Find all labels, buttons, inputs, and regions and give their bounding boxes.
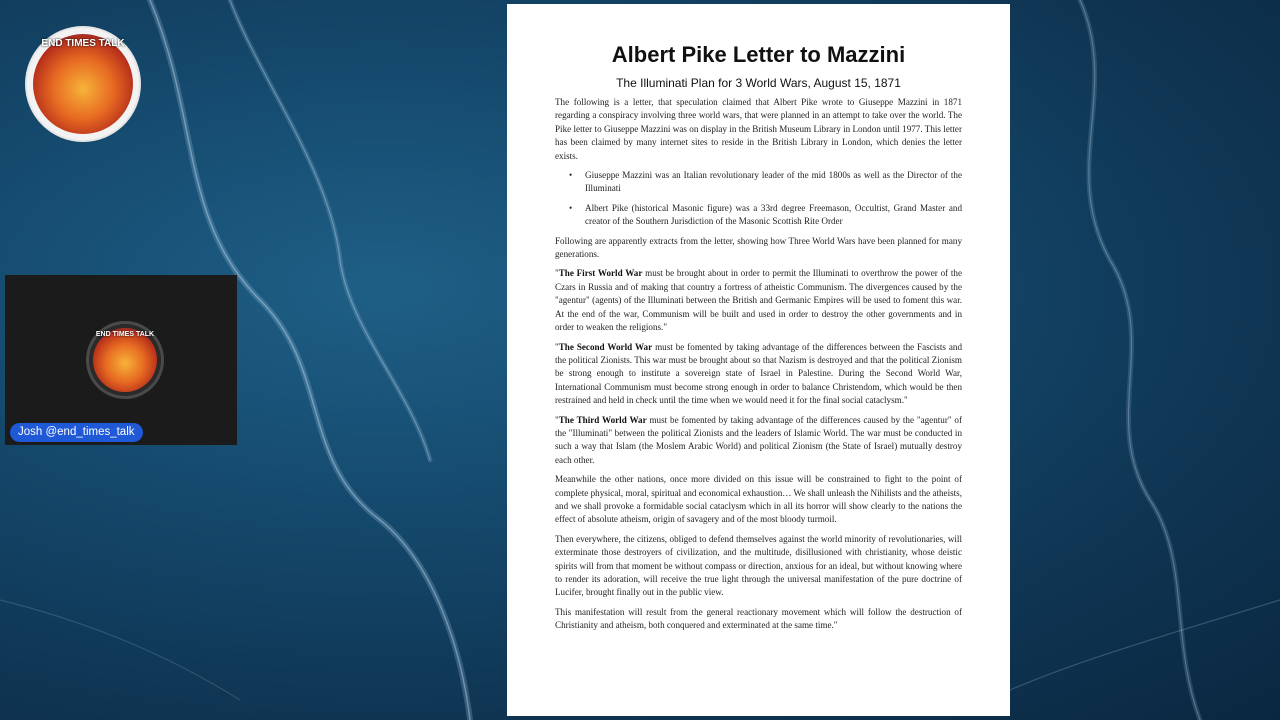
document-subtitle: The Illuminati Plan for 3 World Wars, August 15, 1871 bbox=[616, 76, 901, 90]
war-heading: The Third World War bbox=[558, 414, 647, 425]
bullet-item: • Albert Pike (historical Masonic figure) was a 33rd degree Freemason, Occultist, Grand Master and creator of the Southern Jurisdiction of the Masonic Scottish Rite Order bbox=[585, 202, 962, 229]
avatar-logo-text: END TIMES TALK bbox=[95, 331, 155, 338]
war-text: must be fomented by taking advantage of the differences between the Fascists and the political Zionists. This war must be brought about so that Nazism is destroyed and that the political Zionism be strong enough to institute a sovereign state of Israel in Palestine. During the Second World War, International Communism must become strong enough in order to balance Christendom, which would be then restrained and held in check until the time when we would need it for the final social cataclysm." bbox=[555, 341, 962, 406]
war-paragraph-first bbox=[555, 267, 962, 334]
document-title: Albert Pike Letter to Mazzini bbox=[611, 42, 906, 67]
lead-paragraph: Following are apparently extracts from the letter, showing how Three World Wars have been planned for many generations. bbox=[555, 235, 962, 260]
war-heading: The Second World War bbox=[558, 341, 653, 352]
open-quote: " bbox=[555, 268, 559, 279]
document-page bbox=[507, 4, 1010, 716]
bullet-item: • Giuseppe Mazzini was an Italian revolutionary leader of the mid 1800s as well as the Director of the Illuminati bbox=[585, 169, 962, 196]
participant-name-badge: Josh @end_times_talk bbox=[10, 423, 143, 442]
bullet-list bbox=[555, 169, 962, 229]
closing-paragraph: Then everywhere, the citizens, obliged to defend themselves against the world minority of revolutionaries, will exterminate those destroyers of civilization, and the multitude, disillusioned with christianity, whose deistic spirits will from that moment be without compass or direction, anxious for an ideal, but without knowing where to render its adoration, will receive the true light through the universal manifestation of the pure doctrine of Lucifer, brought finally out in the public view. bbox=[555, 533, 962, 598]
participant-avatar bbox=[89, 324, 161, 396]
channel-logo-text: END TIMES TALK bbox=[41, 38, 125, 49]
war-paragraph-second bbox=[555, 341, 962, 408]
intro-paragraph: The following is a letter, that speculation claimed that Albert Pike wrote to Giuseppe Mazzini in 1871 regarding a conspiracy involving three world wars, that were planned in an attempt to take over the world. The Pike letter to Giuseppe Mazzini was on display in the British Museum Library in London until 1977. This letter has been claimed by many internet sites to reside in the British Library in London, which denies the letter exists. bbox=[555, 97, 962, 161]
closing-paragraph: This manifestation will result from the general reactionary movement which will follow the destruction of Christianity and atheism, both conquered and exterminated at the same time." bbox=[555, 606, 962, 631]
channel-logo bbox=[27, 28, 139, 140]
war-text: must be brought about in order to permit the Illuminati to overthrow the power of the Czars in Russia and of making that country a fortress of atheistic Communism. The divergences caused by the "agentur" (agents) of the Illuminati between the British and Germanic Empires will be used to foment this war. At the end of the war, Communism will be built and used in order to destroy the other governments and in order to weaken the religions." bbox=[555, 268, 962, 333]
war-heading: The First World War bbox=[558, 268, 643, 279]
open-quote: " bbox=[555, 341, 559, 352]
closing-paragraph: Meanwhile the other nations, once more divided on this issue will be constrained to fight to the point of complete physical, moral, spiritual and economical exhaustion… We shall unleash the Nihilists and the atheists, and we shall provoke a formidable social cataclysm which in all its horror will show clearly to the nations the effect of absolute atheism, origin of savagery and of the most bloody turmoil. bbox=[555, 474, 962, 525]
war-paragraph-third bbox=[555, 414, 962, 468]
document-body bbox=[555, 96, 962, 639]
war-text: must be fomented by taking advantage of the differences caused by the "agentur" of the "Illuminati" between the political Zionists and the leaders of Islamic World. The war must be conducted in such a way that Islam (the Moslem Arabic World) and political Zionism (the State of Israel) mutually destroy each other. bbox=[555, 414, 962, 465]
open-quote: " bbox=[555, 414, 559, 425]
participant-video-tile[interactable] bbox=[5, 275, 237, 445]
statue-of-liberty-icon bbox=[33, 34, 133, 134]
